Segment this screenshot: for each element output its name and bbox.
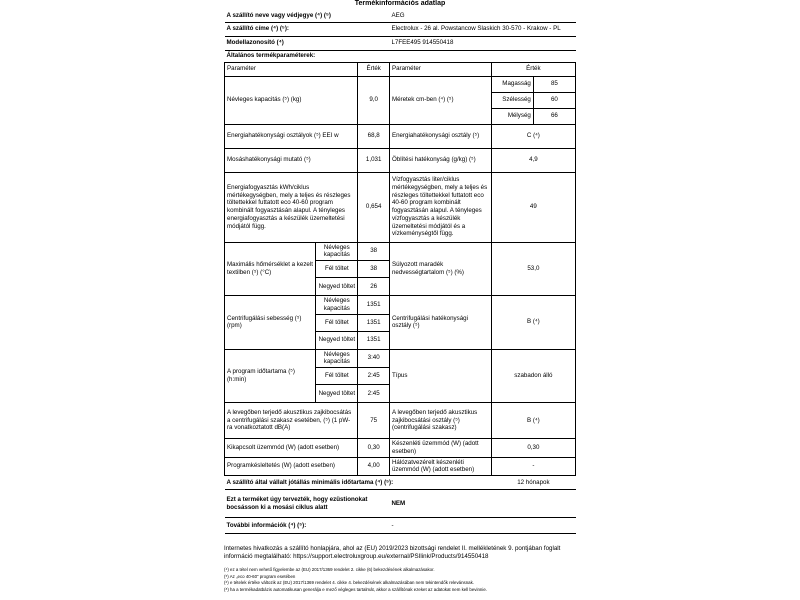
spin-row-full: Centrifugálási sebesség (⁵) (rpm) Névleges kapacitás 1351 Centrifugálási hatékonysági osztály (⁵) B (⁴): [225, 296, 576, 315]
temperature-row-half: Fél töltet 38: [225, 261, 576, 278]
footnote: (⁶) e tételek értéke változik az (EU) 2017/1369 rendelet 4. cikke 4. bekezdésének alkalmazásában nem tekintendők relevánsnak.: [224, 580, 475, 586]
delay-row: Programkésleltetés (W) (adott esetben) 4,00 Hálózatvezérelt készenléti üzemmód (W) (adott esetben) -: [225, 457, 576, 476]
column-header-row: Paraméter Érték Paraméter Érték: [225, 62, 576, 76]
off-mode-row: Kikapcsolt üzemmód (W) (adott esetben) 0,30 Készenléti üzemmód (W) (adott esetben) 0,30: [225, 439, 576, 458]
supplier-name-row: A szállító neve vagy védjegye (⁴) (⁵) AEG: [225, 10, 576, 22]
duration-row-quarter: Negyed töltet 2:45: [225, 385, 576, 403]
footnote: (⁸) ha a termékadatbázis automatikusan generálja e mező végleges tartalmát, akkor a szállítónak ezeket az adatokat nem kell bevinnie.: [224, 586, 487, 592]
general-params-heading-row: Általános termékparaméterek:: [226, 52, 316, 60]
footnote: (⁵) Az „eco 40-60” program esetében: [224, 573, 296, 579]
consumption-row: Energiafogyasztás kWh/ciklus mértékegységben, mely a teljes és részleges töltettekkel futtatott eco 40-60 program kombinált fogyasztásán alapul. A tényleges energiafogyasztás a készülék üzemeltetési módjától függ. 0,654 Vízfogyasztás liter/ciklus mértékegységben, mely a teljes és részleges töltettekkel futtatott eco 40-60 program kombinált fogyasztásán alapul. A tényleges vízfogyasztás a készülék üzemeltetési módjától és a vízkeménységtől függ. 49: [225, 172, 576, 242]
model-id-row: Modellazonosító (⁴) L7FEE495 914550418: [225, 36, 576, 50]
spin-row-quarter: Negyed töltet 1351: [225, 331, 576, 349]
silver-ion-row: Ezt a terméket úgy tervezték, hogy ezüstionokat bocsásson ki a mosási ciklus alatt NEM: [225, 490, 576, 518]
warranty-row: A szállító által vállalt jótállás minimális időtartama (⁴) (⁵): 12 hónapok: [225, 476, 576, 490]
supplier-address-row: A szállító címe (⁴) (⁵): Electrolux - 26 al. Powstancow Slaskich 30-570 - Krakow - PL: [225, 22, 576, 36]
width-row: Szélesség 60: [225, 92, 576, 108]
duration-row-half: Fél töltet 2:45: [225, 368, 576, 385]
temperature-row-quarter: Negyed töltet 26: [225, 278, 576, 296]
duration-row-full: A program időtartama (⁵) (h:min) Névleges kapacitás 3:40 Típus szabadon álló: [225, 349, 576, 368]
footnote: (⁴) ez a tétel nem vehető figyelembe az (EU) 2017/1369 rendelet 2. cikke (6) bekezdésének alkalmazásakor.: [224, 567, 435, 572]
footnote-list: [224, 567, 584, 593]
wash-efficiency-row: Mosáshatékonysági mutató (⁵) 1,031 Öblítési hatékonyság (g/kg) (⁵) 4,9: [225, 148, 576, 172]
info-table: [224, 10, 576, 534]
depth-row: Mélység 66: [225, 108, 576, 124]
additional-info-row: További információk (⁴) (⁵): -: [225, 518, 576, 534]
spin-row-half: Fél töltet 1351: [225, 314, 576, 331]
capacity-row: Névleges kapacitás (⁵) (kg) 9,0 Méretek cm-ben (⁴) (⁵) Magasság 85: [225, 76, 576, 92]
noise-row: A levegőben terjedő akusztikus zajkibocsátás a centrifugálási szakasz esetében, (⁵) (1 pW-ra vonatkoztatott dB(A) 75 A levegőben terjedő akusztikus zajkibocsátási osztály (⁵) (centrifugálási szakasz) B (⁴): [225, 403, 576, 439]
temperature-row-full: Maximális hőmérséklet a kezelt textilben (⁵) (°C) Névleges kapacitás 38 Súlyozott maradék nedvességtartalom (⁵) (%) 53,0: [225, 242, 576, 261]
supplier-website-link-text: Internetes hivatkozás a szállító honlapjára, ahol az (EU) 2019/2023 bizottsági rendelet II. mellékletének 9. pontjában foglalt információ megtalálható: https://support.electroluxgroup.eu/external/PSIlink/Products/914550418: [224, 545, 561, 561]
page-title: Termékinformációs adatlap: [354, 0, 446, 7]
energy-class-row: Energiahatékonysági osztályok (⁵) EEI w 68,8 Energiahatékonysági osztály (⁵) C (⁴): [225, 124, 576, 148]
